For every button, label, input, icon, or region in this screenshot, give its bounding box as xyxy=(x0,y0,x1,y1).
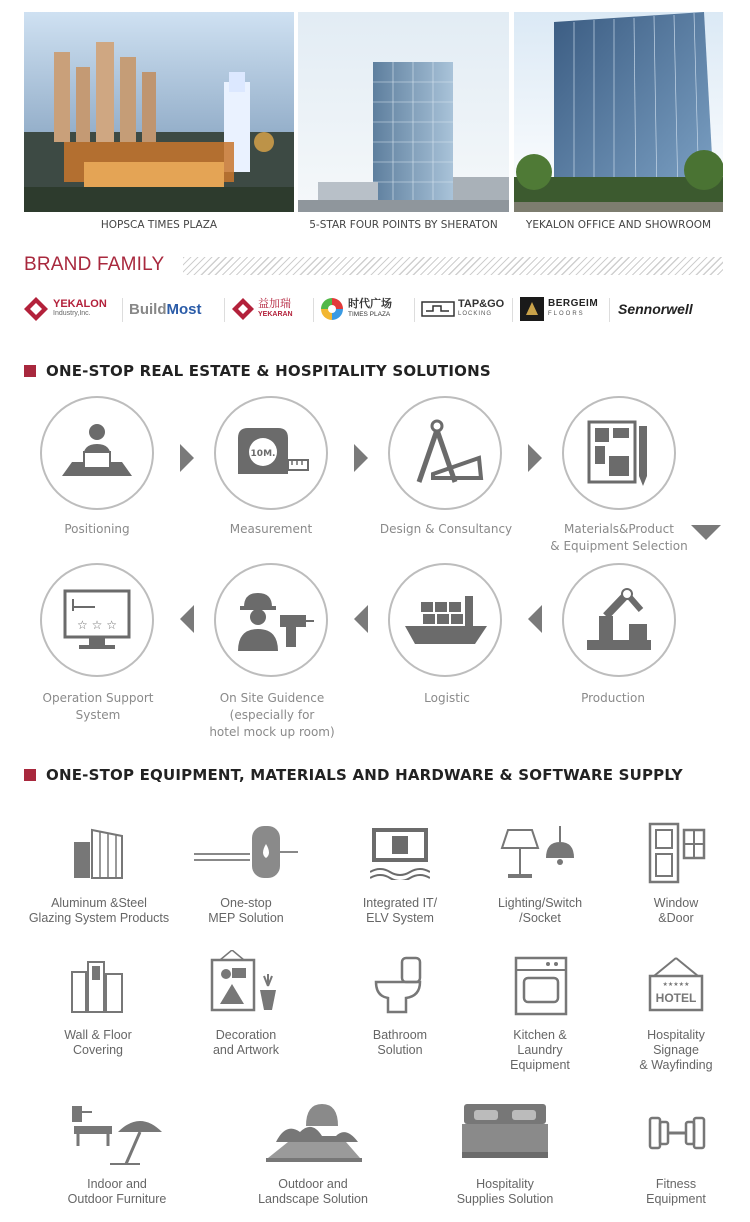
item-label-lighting: Lighting/Switch /Socket xyxy=(497,896,583,925)
flow-arrow-left-icon xyxy=(354,605,368,633)
photo-caption-sheraton: 5-STAR FOUR POINTS BY SHERATON xyxy=(309,219,498,231)
floorplan-pencil-icon xyxy=(579,416,659,490)
supply-title-text: ONE-STOP EQUIPMENT, MATERIALS AND HARDWARE & SOFTWARE SUPPLY xyxy=(46,766,683,784)
logo-yekalon-sub: Industry,Inc. xyxy=(53,310,91,317)
item-label-furniture: Indoor and Outdoor Furniture xyxy=(67,1177,167,1206)
section-marker xyxy=(24,769,36,781)
item-label-bathroom: Bathroom Solution xyxy=(372,1028,428,1057)
toilet-icon xyxy=(372,956,428,1016)
logo-separator xyxy=(414,298,415,322)
bed-supplies-icon xyxy=(460,1102,550,1164)
logo-yekaran-cn: 益加瑞 xyxy=(258,297,291,310)
item-label-decoration: Decoration and Artwork xyxy=(212,1028,279,1057)
photo-hopsca-times-plaza xyxy=(24,12,294,212)
logo-times-name: TIMES PLAZA xyxy=(348,311,391,318)
flow-arrow-right-icon xyxy=(528,444,542,472)
positioning-icon xyxy=(57,418,137,488)
logo-yekalon[interactable] xyxy=(23,294,119,324)
landscape-trees-icon xyxy=(266,1102,362,1164)
wall-floor-icon xyxy=(68,958,128,1014)
logo-tapgo-name: TAP&GO xyxy=(458,298,505,310)
step-label-on-site-guidence: On Site Guidence (especially for hotel mock up room) xyxy=(209,691,335,739)
logo-sennorwell[interactable] xyxy=(618,294,708,324)
dumbbell-icon xyxy=(648,1108,706,1158)
item-label-hospitality-supplies: Hospitality Supplies Solution xyxy=(456,1177,554,1206)
logo-separator xyxy=(512,298,513,322)
artwork-frame-icon xyxy=(206,950,286,1014)
tapgo-key-icon xyxy=(421,299,455,319)
flow-arrow-right-icon xyxy=(180,444,194,472)
step-label-positioning: Positioning xyxy=(64,522,130,536)
step-on-site-guidence xyxy=(214,563,328,677)
logo-yekaran[interactable] xyxy=(231,294,309,324)
step-label-design: Design & Consultancy xyxy=(379,522,513,536)
step-logistic xyxy=(388,563,502,677)
step-positioning xyxy=(40,396,154,510)
hotel-sign-stars-icon: ★★★★★ xyxy=(662,981,690,988)
item-label-signage: Hospitality Signage & Wayfinding xyxy=(639,1028,713,1072)
step-materials-selection xyxy=(562,396,676,510)
photo-yekalon-image xyxy=(514,12,723,212)
lamp-pendant-icon xyxy=(500,824,578,882)
hotel-sign-text: HOTEL xyxy=(655,991,697,1005)
logo-buildmost-a: Build xyxy=(129,300,167,318)
flow-arrow-right-icon xyxy=(354,444,368,472)
step-label-production: Production xyxy=(581,691,645,705)
solutions-title-text: ONE-STOP REAL ESTATE & HOSPITALITY SOLUTIONS xyxy=(46,362,491,380)
compass-ruler-icon xyxy=(405,416,485,490)
logo-separator xyxy=(609,298,610,322)
item-label-it-elv: Integrated IT/ ELV System xyxy=(362,896,438,925)
logo-yekalon-name: YEKALON xyxy=(53,298,107,310)
logo-separator xyxy=(224,298,225,322)
monitor-rating-icon xyxy=(59,585,135,655)
photo-caption-hopsca: HOPSCA TIMES PLAZA xyxy=(100,219,218,231)
flow-arrow-left-icon xyxy=(528,605,542,633)
yekalon-emblem-icon xyxy=(23,296,49,322)
flow-arrow-left-icon xyxy=(180,605,194,633)
logo-bergeim-name: BERGEIM xyxy=(548,298,599,309)
item-label-fitness: Fitness Equipment xyxy=(646,1177,706,1206)
window-door-icon xyxy=(648,822,706,884)
step-label-materials: Materials&Product & Equipment Selection xyxy=(550,522,688,553)
logo-tapgo[interactable] xyxy=(421,294,507,324)
step-measurement xyxy=(214,396,328,510)
step-design-consultancy xyxy=(388,396,502,510)
furniture-umbrella-icon xyxy=(70,1102,166,1166)
kitchen-stove-icon xyxy=(514,956,568,1016)
supply-section-title xyxy=(24,766,683,784)
cargo-ship-icon xyxy=(401,590,489,650)
logo-separator xyxy=(313,298,314,322)
brand-family-title: BRAND FAMILY xyxy=(24,254,165,275)
logo-times-cn: 时代广场 xyxy=(348,297,392,310)
worker-drill-icon xyxy=(228,585,314,655)
rating-stars-icon: ☆ ☆ ☆ xyxy=(77,618,117,632)
step-production xyxy=(562,563,676,677)
logo-separator xyxy=(122,298,123,322)
photo-hopsca-image xyxy=(24,12,294,212)
step-label-measurement: Measurement xyxy=(229,522,313,536)
item-label-kitchen: Kitchen & Laundry Equipment xyxy=(510,1028,570,1072)
brand-family-divider xyxy=(183,257,723,275)
photo-yekalon-office xyxy=(514,12,723,212)
item-label-wall-floor: Wall & Floor Covering xyxy=(64,1028,132,1057)
photo-caption-yekalon: YEKALON OFFICE AND SHOWROOM xyxy=(525,219,712,231)
glazing-building-icon xyxy=(70,826,126,880)
logo-bergeim[interactable] xyxy=(520,294,604,324)
step-label-logistic: Logistic xyxy=(424,691,470,705)
item-label-window-door: Window &Door xyxy=(653,896,699,925)
times-plaza-emblem-icon xyxy=(320,297,344,321)
it-elv-monitor-icon xyxy=(370,826,430,880)
photo-four-points-sheraton xyxy=(298,12,509,212)
logo-sennorwell-name: Sennorwell xyxy=(618,301,693,317)
hotel-sign-icon xyxy=(646,956,706,1016)
logo-yekaran-name: YEKARAN xyxy=(258,311,293,318)
measuring-tape-icon xyxy=(230,418,312,488)
step-label-operation-support: Operation Support System xyxy=(42,691,154,722)
step-operation-support xyxy=(40,563,154,677)
logo-bergeim-sub: FLOORS xyxy=(548,311,585,317)
item-label-mep: One-stop MEP Solution xyxy=(208,896,284,925)
robot-arm-icon xyxy=(579,584,659,656)
logo-buildmost-b: Most xyxy=(166,300,202,318)
mep-tank-pipe-icon xyxy=(194,824,300,880)
logo-tapgo-sub: LOCKING xyxy=(458,311,493,317)
item-label-landscape: Outdoor and Landscape Solution xyxy=(258,1177,368,1206)
item-label-glazing: Aluminum &Steel Glazing System Products xyxy=(28,896,170,925)
section-marker xyxy=(24,365,36,377)
yekaran-emblem-icon xyxy=(231,297,255,321)
solutions-section-title xyxy=(24,362,491,380)
tape-label: 10M. xyxy=(250,449,276,459)
photo-sheraton-image xyxy=(298,12,509,212)
bergeim-emblem-icon xyxy=(520,297,544,321)
logo-times-plaza[interactable] xyxy=(320,294,410,324)
logo-buildmost[interactable] xyxy=(129,294,219,324)
